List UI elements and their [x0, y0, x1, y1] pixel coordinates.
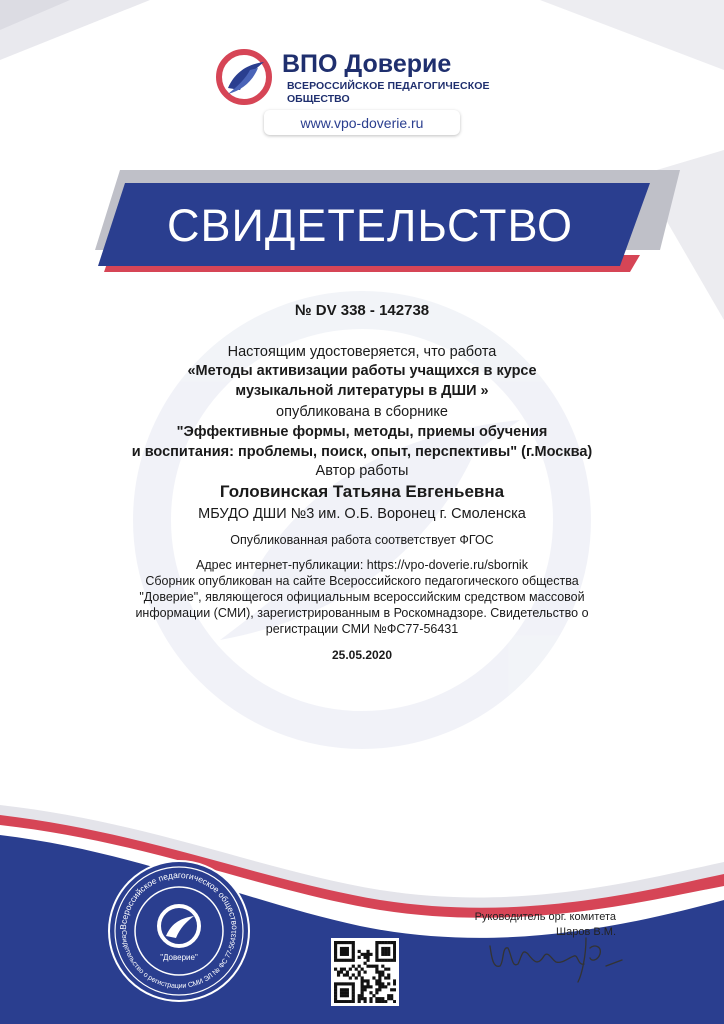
official-stamp	[106, 858, 252, 1004]
logo-subtitle-line2: ОБЩЕСТВО	[287, 93, 350, 105]
website-link[interactable]: www.vpo-doverie.ru	[264, 110, 460, 135]
logo-subtitle-line1: ВСЕРОССИЙСКОЕ ПЕДАГОГИЧЕСКОЕ	[287, 80, 490, 92]
info-line-1: Сборник опубликован на сайте Всероссийского педагогического общества	[145, 574, 579, 588]
publication-date: 25.05.2020	[331, 648, 393, 662]
fgos-note: Опубликованная работа соответствует ФГОС	[230, 533, 494, 547]
stamp-graphic	[106, 858, 252, 1004]
info-line-3: информации (СМИ), зарегистрированным в Роскомнадзоре. Свидетельство о	[135, 606, 589, 620]
published-in-text: опубликована в сборнике	[276, 404, 448, 420]
intro-text: Настоящим удостоверяется, что работа	[227, 344, 497, 360]
collection-title-line1: "Эффективные формы, методы, приемы обучения	[176, 424, 548, 440]
stamp-ring-bottom: Свидетельство о регистрации СМИ ЭЛ № ФС 77-56431	[119, 929, 239, 991]
stamp-center-text: "Доверие"	[160, 953, 198, 962]
signer-role: Руководитель орг. комитета	[474, 911, 616, 923]
signer-name: Шаров В.М.	[556, 926, 616, 938]
work-title-line2: музыкальной литературы в ДШИ »	[235, 383, 489, 399]
info-line-2: "Доверие", являющегося официальным всероссийским средством массовой	[139, 590, 585, 604]
certificate-number: № DV 338 - 142738	[294, 302, 430, 319]
work-title-line1: «Методы активизации работы учащихся в курсе	[187, 363, 537, 379]
author-label: Автор работы	[315, 463, 409, 479]
publication-address: Адрес интернет-публикации: https://vpo-doverie.ru/sbornik	[196, 558, 528, 572]
collection-title-line2: и воспитания: проблемы, поиск, опыт, перспективы" (г.Москва)	[131, 444, 593, 460]
certificate-title: СВИДЕТЕЛЬСТВО	[167, 200, 573, 251]
logo-icon	[214, 48, 274, 106]
qr-code[interactable]	[331, 938, 399, 1006]
author-name: Головинская Татьяна Евгеньевна	[219, 482, 505, 501]
logo-title: ВПО Доверие	[282, 50, 452, 78]
stamp-ring-top: Всероссийское педагогическое общество	[117, 869, 241, 931]
organization: МБУДО ДШИ №3 им. О.Б. Воронец г. Смоленска	[198, 506, 526, 522]
info-line-4: регистрации СМИ №ФС77-56431	[265, 622, 459, 636]
title-banner	[0, 0, 724, 300]
handwritten-signature	[482, 926, 632, 986]
